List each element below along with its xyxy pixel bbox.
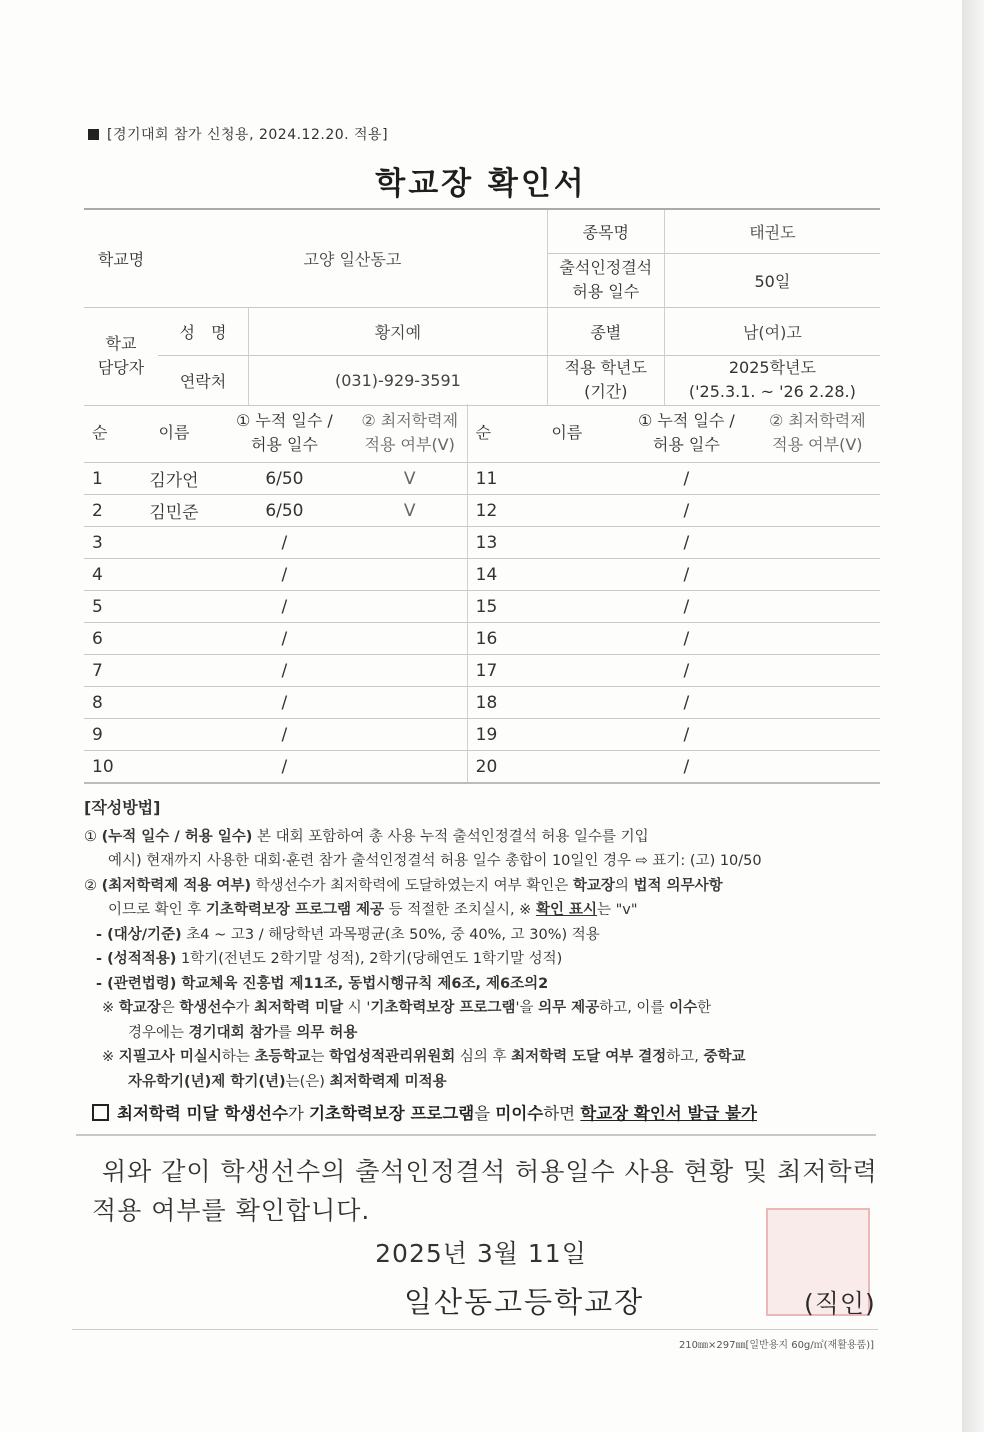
instruction-laws: - (관련법령) 학교체육 진흥법 제11조, 동법시행규칙 제6조, 제6조의2 (96, 975, 549, 992)
student-name: 김민준 (132, 495, 216, 527)
row-num: 10 (84, 751, 132, 784)
student-name (132, 559, 216, 591)
min-academic-check (353, 591, 467, 623)
type-label: 종별 (547, 307, 664, 355)
student-name (516, 527, 618, 559)
school-value: 고양 일산동고 (158, 209, 547, 307)
student-name (516, 463, 618, 495)
name-label: 성 명 (158, 307, 249, 355)
min-academic-check: V (353, 463, 467, 495)
min-academic-check (755, 559, 880, 591)
days-used: / (618, 495, 755, 527)
page-title: 학교장 확인서 (375, 166, 587, 202)
col-days-right: ① 누적 일수 / 허용 일수 (618, 404, 755, 463)
student-name (516, 751, 618, 784)
instructions-section (84, 796, 884, 1094)
instruction-line-1: ① (누적 일수 / 허용 일수) 본 대회 포함하여 총 사용 누적 출석인정결석 허용 일수를 기입 (84, 828, 649, 845)
days-used: 6/50 (216, 495, 353, 527)
min-academic-check (353, 527, 467, 559)
col-check-left: ② 최저학력제 적용 여부(V) (353, 404, 467, 463)
min-academic-check (755, 495, 880, 527)
student-roster-table (84, 404, 880, 784)
table-row (84, 687, 880, 719)
student-name (132, 687, 216, 719)
days-used: / (216, 687, 353, 719)
row-num: 4 (84, 559, 132, 591)
min-academic-check (755, 751, 880, 784)
table-row (84, 719, 880, 751)
row-num: 6 (84, 623, 132, 655)
warning-line: 최저학력 미달 학생선수가 기초학력보장 프로그램을 미이수하면 학교장 확인서 발급 불가 (92, 1100, 757, 1124)
type-value: 남(여)고 (664, 307, 880, 355)
row-num: 5 (84, 591, 132, 623)
instruction-grades: - (성적적용) 1학기(전년도 2학기말 성적), 2학기(당해연도 1학기말 성적) (96, 951, 563, 967)
row-num: 3 (84, 527, 132, 559)
instruction-note-1b: 경우에는 경기대회 참가를 의무 허용 (128, 1024, 358, 1041)
footer-divider (72, 1329, 878, 1330)
row-num: 11 (467, 463, 515, 495)
min-academic-check (353, 751, 467, 784)
principal-title: 일산동고등학교장 (404, 1285, 645, 1319)
row-num: 16 (467, 623, 515, 655)
days-used: / (216, 559, 353, 591)
table-row (84, 463, 880, 495)
instruction-line-2b: 이므로 확인 후 기초학력보장 프로그램 제공 등 적절한 조치실시, ※ 확인 표시는 "v" (108, 902, 638, 918)
days-used: / (216, 623, 353, 655)
row-num: 15 (467, 591, 515, 623)
school-year-value: 2025학년도 ('25.3.1. ~ '26 2.28.) (664, 355, 880, 405)
min-academic-check (755, 463, 880, 495)
instruction-line-2: ② (최저학력제 적용 여부) 학생선수가 최저학력에 도달하였는지 여부 확인은 학교장의 법적 의무사항 (84, 877, 723, 894)
student-name (132, 655, 216, 687)
seal-label: (직인) (804, 1289, 876, 1318)
student-name (132, 527, 216, 559)
student-name (516, 623, 618, 655)
min-academic-check (755, 687, 880, 719)
student-name (516, 591, 618, 623)
row-num: 18 (467, 687, 515, 719)
min-academic-check: V (353, 495, 467, 527)
row-num: 13 (467, 527, 515, 559)
instruction-note-1: ※ 학교장은 학생선수가 최저학력 미달 시 '기초학력보장 프로그램'을 의무 제공하고, 이를 이수한 (102, 1000, 712, 1016)
min-academic-check (755, 527, 880, 559)
row-num: 19 (467, 719, 515, 751)
table-row (84, 527, 880, 559)
table-row (84, 751, 880, 784)
row-num: 8 (84, 687, 132, 719)
days-used: 6/50 (216, 463, 353, 495)
student-name: 김가언 (132, 463, 216, 495)
instruction-note-2b: 자유학기(년)제 학기(년)는(은) 최저학력제 미적용 (128, 1073, 447, 1090)
days-used: / (618, 719, 755, 751)
col-name-left: 이름 (132, 404, 216, 463)
col-num-right: 순 (467, 404, 515, 463)
school-label: 학교명 (84, 209, 158, 307)
student-name (132, 751, 216, 784)
days-used: / (216, 527, 353, 559)
min-academic-check (353, 559, 467, 591)
header-note: [경기대회 참가 신청용, 2024.12.20. 적용] (88, 124, 388, 144)
student-name (516, 495, 618, 527)
days-used: / (216, 655, 353, 687)
min-academic-check (755, 591, 880, 623)
days-used: / (618, 527, 755, 559)
min-academic-check (353, 719, 467, 751)
min-academic-check (353, 655, 467, 687)
divider (76, 1134, 876, 1136)
days-used: / (618, 591, 755, 623)
issue-date: 2025년 3월 11일 (375, 1239, 587, 1268)
info-table (84, 208, 880, 406)
instruction-target: - (대상/기준) 초4 ~ 고3 / 해당학년 과목평균(초 50%, 중 40%, 고 30%) 적용 (96, 926, 600, 943)
student-name (516, 719, 618, 751)
student-name (516, 655, 618, 687)
manager-name-value: 황지예 (249, 307, 548, 355)
contact-label: 연락처 (158, 355, 249, 405)
col-name-right: 이름 (516, 404, 618, 463)
student-name (132, 719, 216, 751)
student-name (516, 687, 618, 719)
contact-value: (031)-929-3591 (249, 355, 548, 405)
min-academic-check (755, 623, 880, 655)
paper-spec-footer: 210㎜×297㎜[일반용지 60g/㎡(재활용품)] (678, 1340, 874, 1351)
page-edge (962, 0, 984, 1432)
days-used: / (618, 559, 755, 591)
confirmation-statement: 위와 같이 학생선수의 출석인정결석 허용일수 사용 현황 및 최저학력 적용 여부를 확인합니다. (92, 1157, 878, 1225)
days-used: / (618, 751, 755, 784)
days-used: / (216, 719, 353, 751)
square-bullet-icon (88, 129, 99, 140)
school-year-label: 적용 학년도 (기간) (547, 355, 664, 405)
table-row (84, 559, 880, 591)
days-used: / (618, 463, 755, 495)
allowed-days-value: 50일 (664, 253, 880, 307)
days-used: / (216, 591, 353, 623)
sport-value: 태권도 (664, 209, 880, 253)
student-name (516, 559, 618, 591)
table-row (84, 655, 880, 687)
min-academic-check (353, 687, 467, 719)
table-row (84, 495, 880, 527)
days-used: / (216, 751, 353, 784)
row-num: 9 (84, 719, 132, 751)
days-used: / (618, 687, 755, 719)
instruction-note-2: ※ 지필고사 미실시하는 초등학교는 학업성적관리위원회 심의 후 최저학력 도달 여부 결정하고, 중학교 (102, 1049, 746, 1065)
row-num: 20 (467, 751, 515, 784)
row-num: 14 (467, 559, 515, 591)
instruction-example: 예시) 현재까지 사용한 대회·훈련 참가 출석인정결석 허용 일수 총합이 10일인 경우 ⇨ 표기: (고) 10/50 (108, 853, 762, 869)
min-academic-check (755, 655, 880, 687)
instructions-heading: [작성방법] (84, 798, 161, 817)
col-check-right: ② 최저학력제 적용 여부(V) (755, 404, 880, 463)
student-name (132, 591, 216, 623)
row-num: 17 (467, 655, 515, 687)
table-row (84, 591, 880, 623)
days-used: / (618, 623, 755, 655)
boxed-arrow-icon (92, 1104, 109, 1121)
col-days-left: ① 누적 일수 / 허용 일수 (216, 404, 353, 463)
days-used: / (618, 655, 755, 687)
table-row (84, 623, 880, 655)
row-num: 12 (467, 495, 515, 527)
min-academic-check (353, 623, 467, 655)
row-num: 1 (84, 463, 132, 495)
manager-label: 학교 담당자 (84, 307, 158, 405)
sport-label: 종목명 (547, 209, 664, 253)
min-academic-check (755, 719, 880, 751)
row-num: 2 (84, 495, 132, 527)
row-num: 7 (84, 655, 132, 687)
student-name (132, 623, 216, 655)
allowed-days-label: 출석인정결석 허용 일수 (547, 253, 664, 307)
col-num-left: 순 (84, 404, 132, 463)
